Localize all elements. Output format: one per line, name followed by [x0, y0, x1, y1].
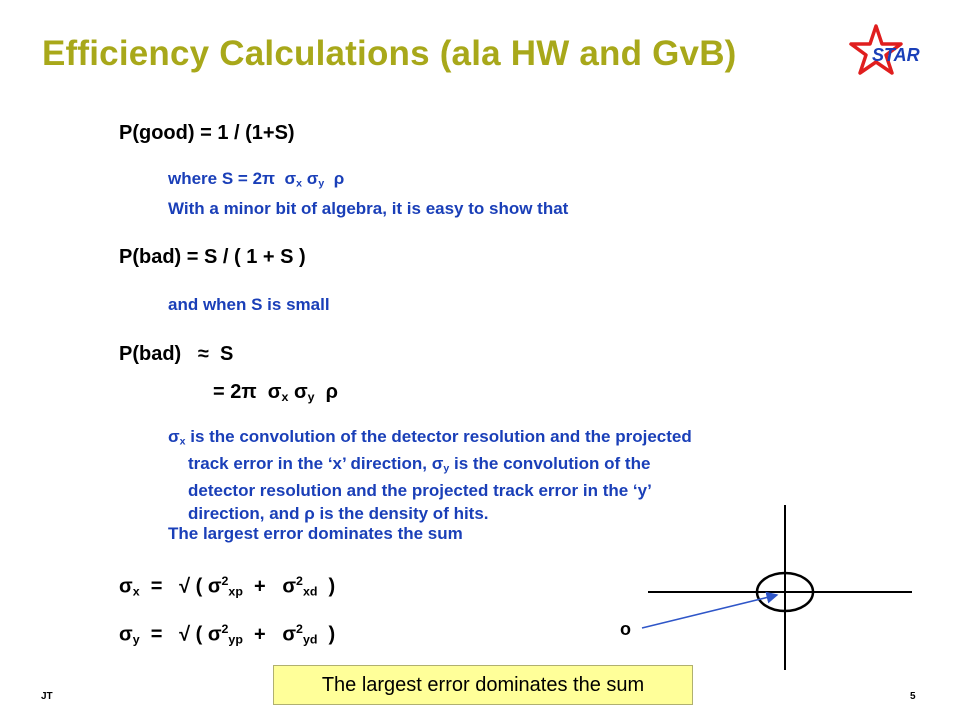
explanation-line-1: $\sigma_x$ is the convolution of the detector resolution and the projected	[168, 427, 692, 448]
s-definition: where S = 2π $\sigma_x$ $\sigma_y$ ρ	[168, 169, 345, 190]
hit-error-diagram	[600, 500, 940, 680]
p-good-formula: P(good) = 1 / (1+S)	[119, 122, 295, 144]
explanation-line-4: direction, and ρ is the density of hits.	[188, 503, 489, 523]
p-bad-expanded: = 2π $\sigma_x$ $\sigma_y$ ρ	[213, 381, 339, 405]
explanation-line-2: track error in the ‘x’ direction, $\sigma_y$ is the convolution of the	[188, 454, 651, 475]
stray-hit-marker: o	[620, 619, 631, 639]
dominates-note: The largest error dominates the sum	[168, 524, 463, 543]
small-s-note: and when S is small	[168, 295, 330, 314]
explanation-line-3: detector resolution and the projected track error in the ‘y’	[188, 481, 652, 501]
page-number: 5	[910, 691, 916, 702]
star-logo	[846, 22, 926, 82]
author-initials: JT	[41, 691, 53, 702]
dominates-callout: The largest error dominates the sum	[273, 665, 693, 705]
sigma-x-formula: $\sigma_x$ = √ ( $\sigma^2_{xp} + \sigma^2_{xd}$ )	[119, 574, 336, 599]
p-bad-approx: P(bad) ≈ S	[119, 343, 234, 365]
slide-title: Efficiency Calculations (ala HW and GvB)	[42, 34, 737, 73]
sigma-y-formula: $\sigma_y$ = √ ( $\sigma^2_{yp} + \sigma^2_{yd}$ )	[119, 622, 336, 647]
p-bad-formula: P(bad) = S / ( 1 + S )	[119, 246, 306, 268]
algebra-note: With a minor bit of algebra, it is easy to show that	[168, 199, 569, 218]
logo-text: STAR	[872, 45, 920, 65]
pointer-arrow	[642, 595, 777, 628]
